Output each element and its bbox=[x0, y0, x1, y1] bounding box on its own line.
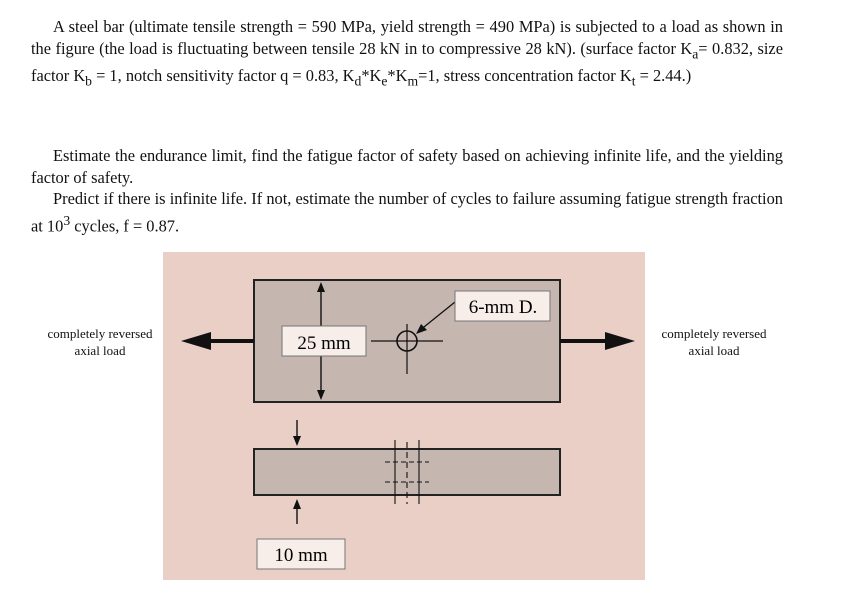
problem-statement-paragraph: A steel bar (ultimate tensile strength = 590 MPa, yield strength = 490 MPa) is subjected to a load as shown in the figure (the load is fluctuating between tensile 28 kN in to compressive 28 kN). (surface factor $K_a= 0.832$, size factor $K_b = 1$, notch sensitivity factor q = 0.83, $K_d*K_e*K_m=1$, stress concentration factor $K_t = 2.44$.) bbox=[31, 17, 783, 89]
top-view bbox=[254, 280, 560, 402]
task-paragraph-predict: Predict if there is infinite life. If not, estimate the number of cycles to failure assuming fatigue strength fraction at $10^3$ cycles, f = 0.87. bbox=[31, 189, 783, 236]
right-load-label: completely reversed axial load bbox=[661, 326, 767, 358]
left-load-label: completely reversed axial load bbox=[47, 326, 153, 358]
hole-dimension-label: 6-mm D. bbox=[468, 297, 538, 318]
task-paragraph-estimate: Estimate the endurance limit, find the fatigue factor of safety based on achieving infinite life, and the yielding factor of safety. bbox=[31, 146, 783, 187]
width-dimension-label: 25 mm bbox=[297, 333, 351, 354]
bar-figure bbox=[163, 252, 645, 580]
thickness-dimension-label: 10 mm bbox=[274, 545, 328, 566]
